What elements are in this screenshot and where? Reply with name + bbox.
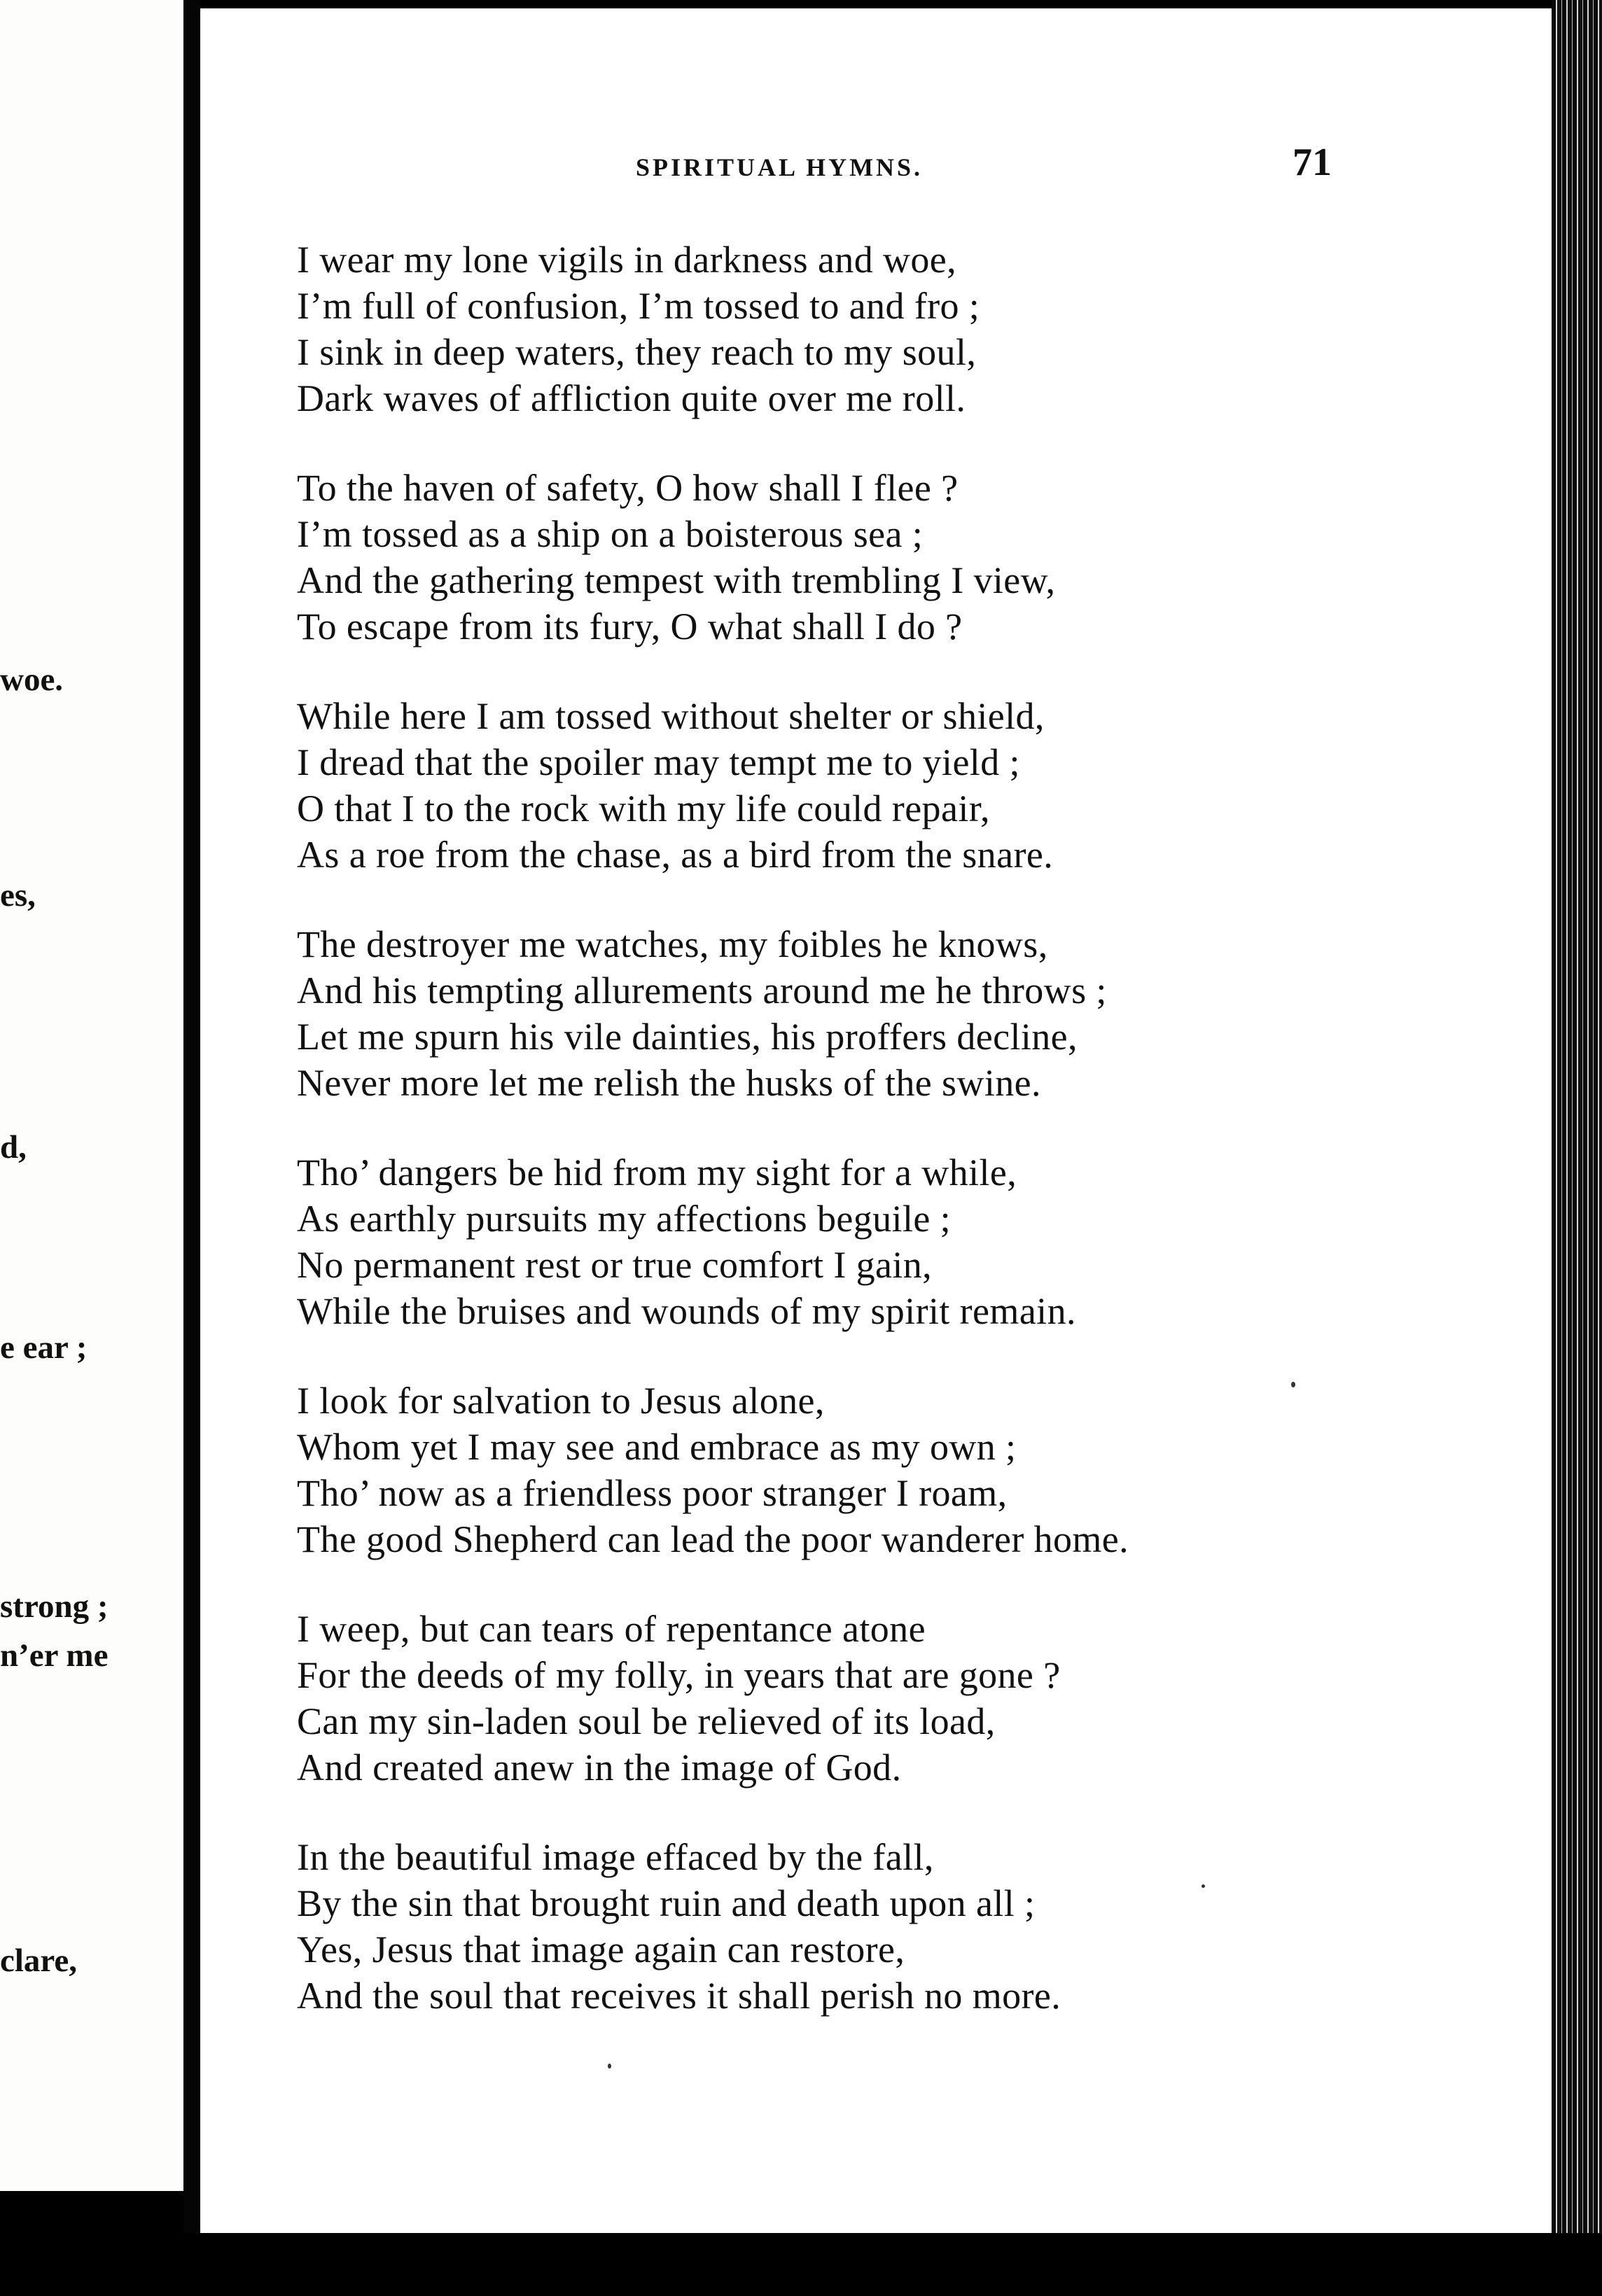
verse-line: Tho’ dangers be hid from my sight for a while, — [297, 1152, 1017, 1194]
verse-line: While here I am tossed without shelter or shield, — [297, 695, 1045, 737]
verse-line: And the gathering tempest with trembling I view, — [297, 559, 1056, 601]
verse-line: Whom yet I may see and embrace as my own ; — [297, 1426, 1017, 1468]
left-page-fragment: strong ; — [0, 1588, 109, 1625]
verse-line: For the deeds of my folly, in years that are gone ? — [297, 1654, 1061, 1696]
verse-line: I sink in deep waters, they reach to my soul, — [297, 331, 977, 373]
page — [200, 8, 1552, 2234]
print-speck — [608, 2064, 611, 2068]
print-speck — [1202, 1884, 1205, 1888]
left-page-fragment: clare, — [0, 1942, 78, 1979]
left-page-fragment: woe. — [0, 662, 64, 698]
verse-line: While the bruises and wounds of my spirit remain. — [297, 1290, 1076, 1332]
running-head: SPIRITUAL HYMNS. — [636, 153, 924, 181]
stanza — [297, 465, 1543, 650]
verse-line: The destroyer me watches, my foibles he knows, — [297, 923, 1048, 965]
left-page-fragment: d, — [0, 1129, 27, 1166]
verse-line: As earthly pursuits my affections beguile ; — [297, 1198, 952, 1240]
stanza — [297, 1378, 1543, 1562]
verse-line: And the soul that receives it shall perish no more. — [297, 1975, 1061, 2017]
verse-line: To the haven of safety, O how shall I flee ? — [297, 467, 959, 509]
print-speck — [1291, 1382, 1295, 1387]
verse-line: And created anew in the image of God. — [297, 1746, 902, 1788]
verse-line: I weep, but can tears of repentance atone — [297, 1608, 926, 1650]
verse-line: Dark waves of affliction quite over me roll. — [297, 377, 966, 419]
verse-line: I wear my lone vigils in darkness and woe, — [297, 239, 957, 281]
left-page-fragment: es, — [0, 877, 36, 913]
verse-line: I’m tossed as a ship on a boisterous sea ; — [297, 513, 924, 555]
verse-line: No permanent rest or true comfort I gain, — [297, 1244, 933, 1286]
page-number: 71 — [1293, 141, 1332, 184]
previous-page-fragment — [0, 0, 183, 2191]
verse-line: Never more let me relish the husks of the swine. — [297, 1062, 1041, 1104]
stanza — [297, 1606, 1543, 1791]
verse-line: The good Shepherd can lead the poor wanderer home. — [297, 1518, 1129, 1560]
verse-line: Tho’ now as a friendless poor stranger I roam, — [297, 1472, 1008, 1514]
verse-line: Can my sin-laden soul be relieved of its load, — [297, 1700, 996, 1742]
verse-line: By the sin that brought ruin and death upon all ; — [297, 1882, 1036, 1924]
verse-line: I’m full of confusion, I’m tossed to and fro ; — [297, 285, 980, 327]
left-page-fragment: e ear ; — [0, 1329, 88, 1366]
stanza — [297, 693, 1543, 878]
stanza — [297, 1149, 1543, 1334]
page-stack-edge — [1552, 0, 1602, 2296]
left-page-fragment: n’er me — [0, 1637, 109, 1674]
verse-line: I dread that the spoiler may tempt me to yield ; — [297, 741, 1020, 783]
stanza — [297, 1834, 1543, 2019]
book-gutter — [183, 0, 200, 2233]
stanza — [297, 921, 1543, 1106]
verse-line: I look for salvation to Jesus alone, — [297, 1380, 825, 1422]
verse-line: In the beautiful image effaced by the fall, — [297, 1836, 934, 1878]
verse-line: O that I to the rock with my life could repair, — [297, 788, 990, 830]
stanza — [297, 237, 1543, 421]
verse-line: As a roe from the chase, as a bird from the snare. — [297, 834, 1054, 876]
verse-line: And his tempting allurements around me he throws ; — [297, 969, 1107, 1011]
hymn-text — [297, 237, 1543, 2062]
verse-line: Yes, Jesus that image again can restore, — [297, 1928, 905, 1970]
scan-border — [0, 2233, 1602, 2296]
verse-line: Let me spurn his vile dainties, his proffers decline, — [297, 1016, 1078, 1058]
verse-line: To escape from its fury, O what shall I do ? — [297, 606, 963, 648]
